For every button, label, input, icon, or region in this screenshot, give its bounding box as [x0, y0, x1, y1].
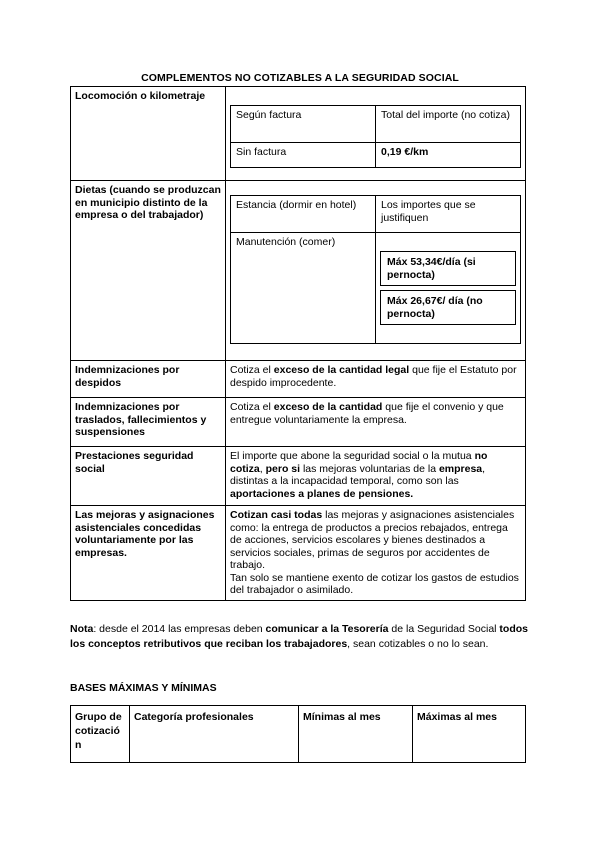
dietas-subtable — [230, 195, 521, 344]
cell-estancia-valor: Los importes que se justifiquen — [376, 196, 521, 233]
table-row-mejoras — [71, 506, 526, 601]
table-row-dietas — [71, 181, 526, 361]
cell-total-importe: Total del importe (no cotiza) — [376, 106, 521, 143]
header-grupo: Grupo de cotizació n — [71, 706, 130, 763]
table-row-despidos — [71, 361, 526, 398]
header-minimas: Mínimas al mes — [299, 706, 413, 763]
label-dietas: Dietas (cuando se produzcan en municipio distinto de la empresa o del trabajador) — [71, 181, 226, 361]
text-traslados: Cotiza el exceso de la cantidad que fije el convenio y que entregue voluntariamente la empresa. — [226, 398, 526, 447]
complementos-table — [70, 86, 526, 601]
label-despidos: Indemnizaciones por despidos — [71, 361, 226, 398]
cell-km-rate: 0,19 €/km — [376, 143, 521, 168]
table-row-prestaciones — [71, 447, 526, 506]
box-no-pernocta: Máx 26,67€/ día (no pernocta) — [380, 290, 516, 325]
text-prestaciones: El importe que abone la seguridad social o la mutua no cotiza, pero si las mejoras voluntarias de la empresa, distintas a la incapacidad temporal, como son las aportaciones a planes de pensiones. — [226, 447, 526, 506]
bases-table — [70, 705, 526, 763]
text-despidos: Cotiza el exceso de la cantidad legal que fije el Estatuto por despido improcedente. — [226, 361, 526, 398]
table-row-locomocion — [71, 87, 526, 181]
label-prestaciones: Prestaciones seguridad social — [71, 447, 226, 506]
text-mejoras: Cotizan casi todas las mejoras y asignaciones asistenciales como: la entrega de productos a precios rebajados, entrega de acciones, servicios escolares y bienes destinados a servicios sociales, primas de seguros por accidentes de trabajo. Tan solo se mantiene exento de cotizar los gastos de estudios del trabajador o asimilado. — [226, 506, 526, 601]
bases-title: BASES MÁXIMAS Y MÍNIMAS — [70, 682, 217, 694]
header-categoria: Categoría profesionales — [130, 706, 299, 763]
label-traslados: Indemnizaciones por traslados, fallecimientos y suspensiones — [71, 398, 226, 447]
cell-segun-factura: Según factura — [231, 106, 376, 143]
cell-sin-factura: Sin factura — [231, 143, 376, 168]
section-title: COMPLEMENTOS NO COTIZABLES A LA SEGURIDAD SOCIAL — [141, 72, 459, 84]
nota-paragraph: Nota: desde el 2014 las empresas deben comunicar a la Tesorería de la Seguridad Social todos los conceptos retributivos que reciban los trabajadores, sean cotizables o no lo sean. — [70, 623, 528, 650]
label-mejoras: Las mejoras y asignaciones asistenciales concedidas voluntariamente por las empresas. — [71, 506, 226, 601]
cell-estancia: Estancia (dormir en hotel) — [231, 196, 376, 233]
cell-manutencion: Manutención (comer) — [231, 233, 376, 344]
box-si-pernocta: Máx 53,34€/día (si pernocta) — [380, 251, 516, 286]
locomocion-subtable — [230, 105, 521, 168]
header-maximas: Máximas al mes — [413, 706, 526, 763]
table-row-traslados — [71, 398, 526, 447]
table-row-header — [71, 706, 526, 763]
label-locomocion: Locomoción o kilometraje — [71, 87, 226, 181]
